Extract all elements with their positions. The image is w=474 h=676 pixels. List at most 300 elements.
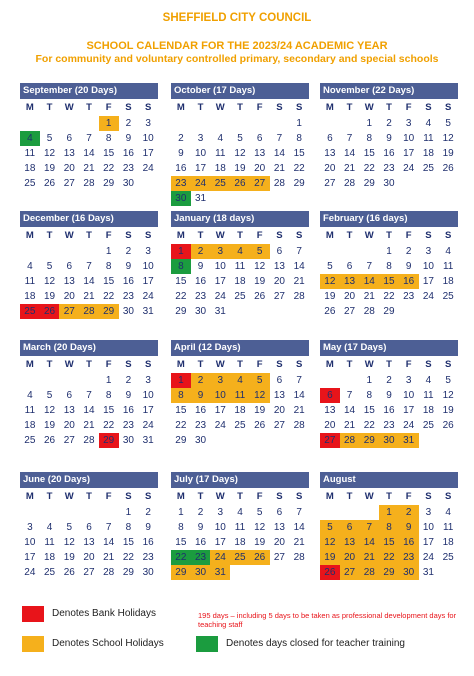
day-cell: 17 — [194, 163, 207, 174]
weekday-label: M — [176, 491, 185, 502]
day-cell: 28 — [293, 291, 305, 302]
day-cell: 1 — [99, 116, 119, 131]
day-cell: 18 — [422, 405, 434, 416]
month-block — [171, 340, 309, 470]
day-cell: 20 — [273, 537, 285, 548]
day-cell: 23 — [171, 176, 191, 191]
month-grid — [20, 100, 158, 213]
weekday-label: M — [176, 102, 185, 113]
day-cell: 2 — [197, 507, 204, 518]
day-cell: 22 — [363, 163, 375, 174]
day-cell: 21 — [293, 537, 305, 548]
day-cell: 24 — [142, 291, 154, 302]
day-cell: 30 — [122, 435, 134, 446]
day-cell: 13 — [254, 148, 266, 159]
day-cell: 28 — [83, 435, 95, 446]
day-cell: 20 — [83, 552, 95, 563]
weekday-label: T — [86, 230, 92, 241]
day-cell: 16 — [122, 148, 134, 159]
day-cell: 5 — [46, 133, 53, 144]
day-cell: 2 — [405, 246, 412, 257]
weekday-label: S — [425, 230, 432, 241]
weekday-label: S — [425, 102, 432, 113]
day-cell: 1 — [296, 118, 302, 129]
day-cell: 19 — [254, 405, 266, 416]
legend-school-label: Denotes School Holidays — [52, 638, 164, 649]
day-cell: 19 — [254, 537, 266, 548]
day-cell: 8 — [366, 390, 373, 401]
weekday-label: T — [346, 230, 353, 241]
day-cell: 5 — [250, 244, 270, 259]
month-grid — [20, 228, 158, 341]
day-cell: 10 — [403, 390, 415, 401]
day-cell: 13 — [324, 405, 336, 416]
day-cell: 24 — [403, 420, 415, 431]
day-cell: 3 — [145, 375, 151, 386]
weekday-label: S — [125, 102, 132, 113]
day-cell: 16 — [122, 276, 134, 287]
day-cell: 10 — [24, 537, 36, 548]
day-cell: 2 — [125, 118, 132, 129]
day-cell: 1 — [125, 507, 132, 518]
weekday-label: W — [215, 359, 225, 370]
day-cell: 2 — [125, 375, 132, 386]
day-cell: 31 — [214, 306, 226, 317]
day-cell: 18 — [24, 291, 36, 302]
day-cell: 27 — [273, 291, 285, 302]
day-cell: 9 — [178, 148, 184, 159]
day-cell: 3 — [217, 507, 224, 518]
weekday-label: T — [86, 102, 92, 113]
weekday-label: F — [256, 491, 263, 502]
day-cell: 5 — [66, 522, 73, 533]
day-cell: 9 — [125, 133, 132, 144]
day-cell: 15 — [363, 405, 375, 416]
day-cell: 26 — [442, 163, 454, 174]
day-cell: 13 — [273, 522, 285, 533]
day-cell: 17 — [214, 537, 226, 548]
day-cell: 16 — [122, 405, 134, 416]
day-cell: 20 — [63, 420, 75, 431]
day-cell: 29 — [359, 433, 379, 448]
day-cell: 26 — [442, 420, 454, 431]
day-cell: 18 — [234, 276, 246, 287]
day-cell: 22 — [363, 420, 375, 431]
day-cell: 1 — [178, 507, 184, 518]
day-cell: 10 — [142, 261, 154, 272]
weekday-label: M — [325, 230, 334, 241]
day-cell: 23 — [191, 550, 211, 565]
day-cell: 4 — [27, 261, 33, 272]
day-cell: 18 — [43, 552, 56, 563]
weekday-label: T — [86, 359, 92, 370]
day-cell: 25 — [20, 304, 40, 319]
day-cell: 30 — [171, 191, 191, 206]
weekday-label: W — [364, 359, 374, 370]
day-cell: 28 — [343, 178, 356, 189]
day-cell: 5 — [237, 133, 243, 144]
day-cell: 7 — [296, 246, 302, 257]
month-grid — [320, 228, 458, 341]
day-cell: 27 — [59, 304, 79, 319]
weekday-label: T — [386, 102, 392, 113]
day-cell: 5 — [250, 373, 270, 388]
day-cell: 8 — [105, 133, 112, 144]
day-cell: 21 — [363, 291, 375, 302]
day-cell: 29 — [379, 565, 399, 580]
day-cell: 27 — [63, 435, 75, 446]
weekday-label: S — [444, 230, 452, 241]
weekday-label: S — [444, 491, 452, 502]
day-cell: 20 — [254, 163, 266, 174]
weekday-label: M — [325, 359, 334, 370]
day-cell: 17 — [142, 276, 154, 287]
day-cell: 18 — [24, 163, 36, 174]
day-cell: 5 — [445, 118, 451, 129]
day-cell: 26 — [254, 291, 266, 302]
weekday-label: T — [386, 491, 392, 502]
day-cell: 29 — [293, 178, 305, 189]
day-cell: 6 — [276, 507, 283, 518]
day-cell: 8 — [125, 522, 132, 533]
day-cell: 22 — [175, 420, 187, 431]
day-cell: 7 — [86, 390, 92, 401]
day-cell: 10 — [210, 388, 230, 403]
day-cell: 15 — [175, 405, 187, 416]
day-cell: 6 — [86, 522, 92, 533]
weekday-label: F — [256, 359, 263, 370]
day-cell: 1 — [171, 373, 191, 388]
day-cell: 17 — [24, 552, 36, 563]
day-cell: 1 — [105, 375, 112, 386]
month-header: February (16 days) — [320, 211, 458, 227]
weekday-label: S — [144, 102, 152, 113]
day-cell: 25 — [24, 178, 36, 189]
day-cell: 4 — [230, 244, 250, 259]
day-cell: 27 — [343, 306, 356, 317]
day-cell: 2 — [386, 118, 392, 129]
month-header: July (17 Days) — [171, 472, 309, 488]
weekday-label: T — [237, 102, 243, 113]
month-block — [20, 211, 158, 341]
month-grid — [171, 228, 309, 341]
day-cell: 19 — [63, 552, 75, 563]
day-cell: 22 — [171, 550, 191, 565]
day-cell: 21 — [343, 163, 356, 174]
day-cell: 6 — [327, 133, 333, 144]
month-grid — [20, 357, 158, 470]
day-cell: 13 — [340, 274, 360, 289]
month-grid — [171, 357, 309, 470]
day-cell: 28 — [363, 306, 375, 317]
day-cell: 29 — [383, 306, 395, 317]
day-cell: 11 — [234, 261, 246, 272]
day-cell: 25 — [43, 567, 56, 578]
day-cell: 1 — [379, 505, 399, 520]
day-cell: 7 — [86, 133, 92, 144]
weekday-label: F — [405, 359, 412, 370]
day-cell: 10 — [422, 261, 434, 272]
month-block — [171, 472, 309, 602]
weekday-label: S — [276, 491, 283, 502]
month-block — [20, 83, 158, 213]
day-cell: 19 — [442, 148, 454, 159]
day-cell: 12 — [254, 522, 266, 533]
day-cell: 25 — [210, 176, 230, 191]
day-cell: 30 — [122, 306, 134, 317]
day-cell: 3 — [425, 507, 432, 518]
day-cell: 7 — [346, 133, 353, 144]
weekday-label: S — [276, 102, 283, 113]
day-cell: 22 — [103, 163, 115, 174]
day-cell: 30 — [122, 178, 134, 189]
day-cell: 31 — [210, 565, 230, 580]
day-cell: 2 — [125, 246, 132, 257]
day-cell: 24 — [422, 552, 434, 563]
day-cell: 26 — [63, 567, 75, 578]
day-cell: 11 — [44, 537, 55, 548]
month-header: August — [320, 472, 458, 488]
day-cell: 7 — [105, 522, 112, 533]
day-cell: 11 — [24, 148, 36, 159]
day-cell: 28 — [359, 565, 379, 580]
day-cell: 26 — [43, 178, 56, 189]
days-note: 195 days – including 5 days to be taken as professional development days for teaching staff — [198, 611, 457, 629]
weekday-label: T — [237, 230, 243, 241]
day-cell: 9 — [405, 261, 412, 272]
day-cell: 16 — [383, 148, 395, 159]
weekday-label: S — [125, 359, 132, 370]
day-cell: 17 — [422, 537, 434, 548]
day-cell: 6 — [66, 390, 73, 401]
day-cell: 30 — [379, 433, 399, 448]
weekday-label: M — [176, 230, 185, 241]
day-cell: 6 — [256, 133, 263, 144]
day-cell: 3 — [27, 522, 33, 533]
day-cell: 25 — [24, 435, 36, 446]
weekday-label: F — [105, 102, 112, 113]
day-cell: 30 — [194, 306, 207, 317]
day-cell: 17 — [214, 276, 226, 287]
day-cell: 4 — [46, 522, 53, 533]
day-cell: 10 — [422, 522, 434, 533]
month-header: November (22 Days) — [320, 83, 458, 99]
day-cell: 17 — [142, 148, 154, 159]
day-cell: 15 — [293, 148, 305, 159]
month-block — [320, 211, 458, 341]
day-cell: 21 — [359, 550, 379, 565]
weekday-label: S — [144, 359, 152, 370]
day-cell: 4 — [445, 246, 451, 257]
day-cell: 9 — [145, 522, 151, 533]
day-cell: 22 — [122, 552, 134, 563]
day-cell: 1 — [171, 244, 191, 259]
day-cell: 23 — [194, 420, 207, 431]
day-cell: 20 — [63, 163, 75, 174]
day-cell: 19 — [43, 163, 56, 174]
month-header: May (17 Days) — [320, 340, 458, 356]
day-cell: 11 — [24, 276, 36, 287]
day-cell: 25 — [442, 291, 454, 302]
day-cell: 21 — [293, 276, 305, 287]
day-cell: 30 — [399, 565, 419, 580]
day-cell: 3 — [145, 118, 151, 129]
day-cell: 2 — [145, 507, 151, 518]
weekday-label: W — [364, 102, 374, 113]
weekday-label: S — [295, 230, 303, 241]
day-cell: 7 — [86, 261, 92, 272]
day-cell: 27 — [83, 567, 95, 578]
day-cell: 14 — [293, 261, 305, 272]
day-cell: 16 — [399, 274, 419, 289]
weekday-label: M — [25, 359, 34, 370]
day-cell: 4 — [445, 507, 451, 518]
weekday-label: W — [364, 230, 374, 241]
day-cell: 19 — [43, 291, 56, 302]
month-grid — [320, 100, 458, 213]
day-cell: 24 — [210, 550, 230, 565]
day-cell: 12 — [43, 276, 56, 287]
day-cell: 13 — [273, 261, 285, 272]
day-cell: 20 — [340, 550, 360, 565]
day-cell: 10 — [142, 133, 154, 144]
day-cell: 30 — [194, 435, 207, 446]
day-cell: 6 — [320, 388, 340, 403]
day-cell: 28 — [83, 178, 95, 189]
day-cell: 17 — [142, 405, 154, 416]
day-cell: 19 — [442, 405, 454, 416]
day-cell: 14 — [359, 535, 379, 550]
day-cell: 24 — [24, 567, 36, 578]
day-cell: 30 — [142, 567, 154, 578]
weekday-label: S — [276, 230, 283, 241]
day-cell: 9 — [386, 133, 392, 144]
weekday-label: T — [197, 491, 204, 502]
weekday-label: T — [46, 359, 53, 370]
legend-training-label: Denotes days closed for teacher training — [226, 638, 405, 649]
day-cell: 3 — [145, 246, 151, 257]
day-cell: 22 — [103, 420, 115, 431]
day-cell: 30 — [383, 178, 395, 189]
weekday-label: W — [64, 102, 74, 113]
weekday-label: T — [237, 359, 243, 370]
day-cell: 29 — [175, 306, 187, 317]
weekday-label: M — [176, 359, 185, 370]
calendar-subtitle: For community and voluntary controlled primary, secondary and special schools — [35, 53, 439, 65]
day-cell: 29 — [103, 178, 115, 189]
weekday-label: M — [325, 102, 334, 113]
weekday-label: F — [405, 230, 412, 241]
weekday-label: T — [386, 230, 392, 241]
day-cell: 25 — [422, 420, 434, 431]
day-cell: 15 — [379, 274, 399, 289]
day-cell: 8 — [379, 520, 399, 535]
weekday-label: T — [346, 491, 353, 502]
legend-training-swatch — [196, 636, 218, 652]
day-cell: 31 — [194, 193, 207, 204]
month-block — [20, 472, 158, 602]
day-cell: 23 — [122, 291, 134, 302]
day-cell: 9 — [197, 261, 204, 272]
day-cell: 28 — [273, 178, 285, 189]
day-cell: 9 — [125, 390, 132, 401]
day-cell: 10 — [214, 261, 226, 272]
day-cell: 25 — [234, 291, 246, 302]
day-cell: 8 — [296, 133, 302, 144]
weekday-label: F — [105, 230, 112, 241]
calendar-title: SCHOOL CALENDAR FOR THE 2023/24 ACADEMIC YEAR — [86, 40, 388, 52]
weekday-label: S — [444, 359, 452, 370]
day-cell: 8 — [366, 133, 373, 144]
day-cell: 16 — [194, 537, 207, 548]
day-cell: 10 — [194, 148, 207, 159]
day-cell: 14 — [83, 276, 95, 287]
day-cell: 14 — [293, 390, 305, 401]
day-cell: 3 — [210, 244, 230, 259]
day-cell: 19 — [320, 550, 340, 565]
day-cell: 29 — [363, 178, 375, 189]
day-cell: 12 — [234, 148, 246, 159]
day-cell: 7 — [346, 390, 353, 401]
weekday-label: W — [364, 491, 374, 502]
day-cell: 31 — [422, 567, 434, 578]
day-cell: 13 — [63, 405, 75, 416]
weekday-label: F — [105, 491, 112, 502]
day-cell: 1 — [366, 118, 373, 129]
weekday-label: S — [295, 102, 303, 113]
day-cell: 3 — [425, 246, 432, 257]
day-cell: 8 — [171, 388, 191, 403]
day-cell: 2 — [386, 375, 392, 386]
weekday-label: S — [444, 102, 452, 113]
weekday-label: W — [64, 491, 74, 502]
day-cell: 23 — [122, 420, 134, 431]
weekday-label: F — [405, 102, 412, 113]
day-cell: 22 — [293, 163, 305, 174]
weekday-label: F — [256, 230, 263, 241]
weekday-label: T — [346, 359, 353, 370]
day-cell: 29 — [122, 567, 134, 578]
day-cell: 21 — [103, 552, 115, 563]
day-cell: 19 — [234, 163, 246, 174]
day-cell: 30 — [191, 565, 211, 580]
weekday-label: T — [237, 491, 243, 502]
day-cell: 27 — [63, 178, 75, 189]
day-cell: 12 — [250, 388, 270, 403]
day-cell: 27 — [273, 420, 285, 431]
day-cell: 29 — [175, 435, 187, 446]
day-cell: 6 — [66, 133, 73, 144]
day-cell: 9 — [125, 261, 132, 272]
weekday-label: T — [46, 491, 53, 502]
day-cell: 13 — [324, 148, 336, 159]
weekday-label: M — [325, 491, 334, 502]
weekday-label: F — [105, 359, 112, 370]
day-cell: 8 — [105, 390, 112, 401]
day-cell: 21 — [83, 420, 95, 431]
month-block — [171, 211, 309, 341]
weekday-label: M — [25, 491, 34, 502]
day-cell: 17 — [422, 276, 434, 287]
day-cell: 18 — [214, 163, 226, 174]
day-cell: 14 — [359, 274, 379, 289]
day-cell: 24 — [191, 176, 211, 191]
day-cell: 2 — [399, 505, 419, 520]
month-grid — [171, 100, 309, 213]
day-cell: 31 — [142, 306, 154, 317]
day-cell: 29 — [99, 304, 119, 319]
day-cell: 31 — [142, 435, 154, 446]
